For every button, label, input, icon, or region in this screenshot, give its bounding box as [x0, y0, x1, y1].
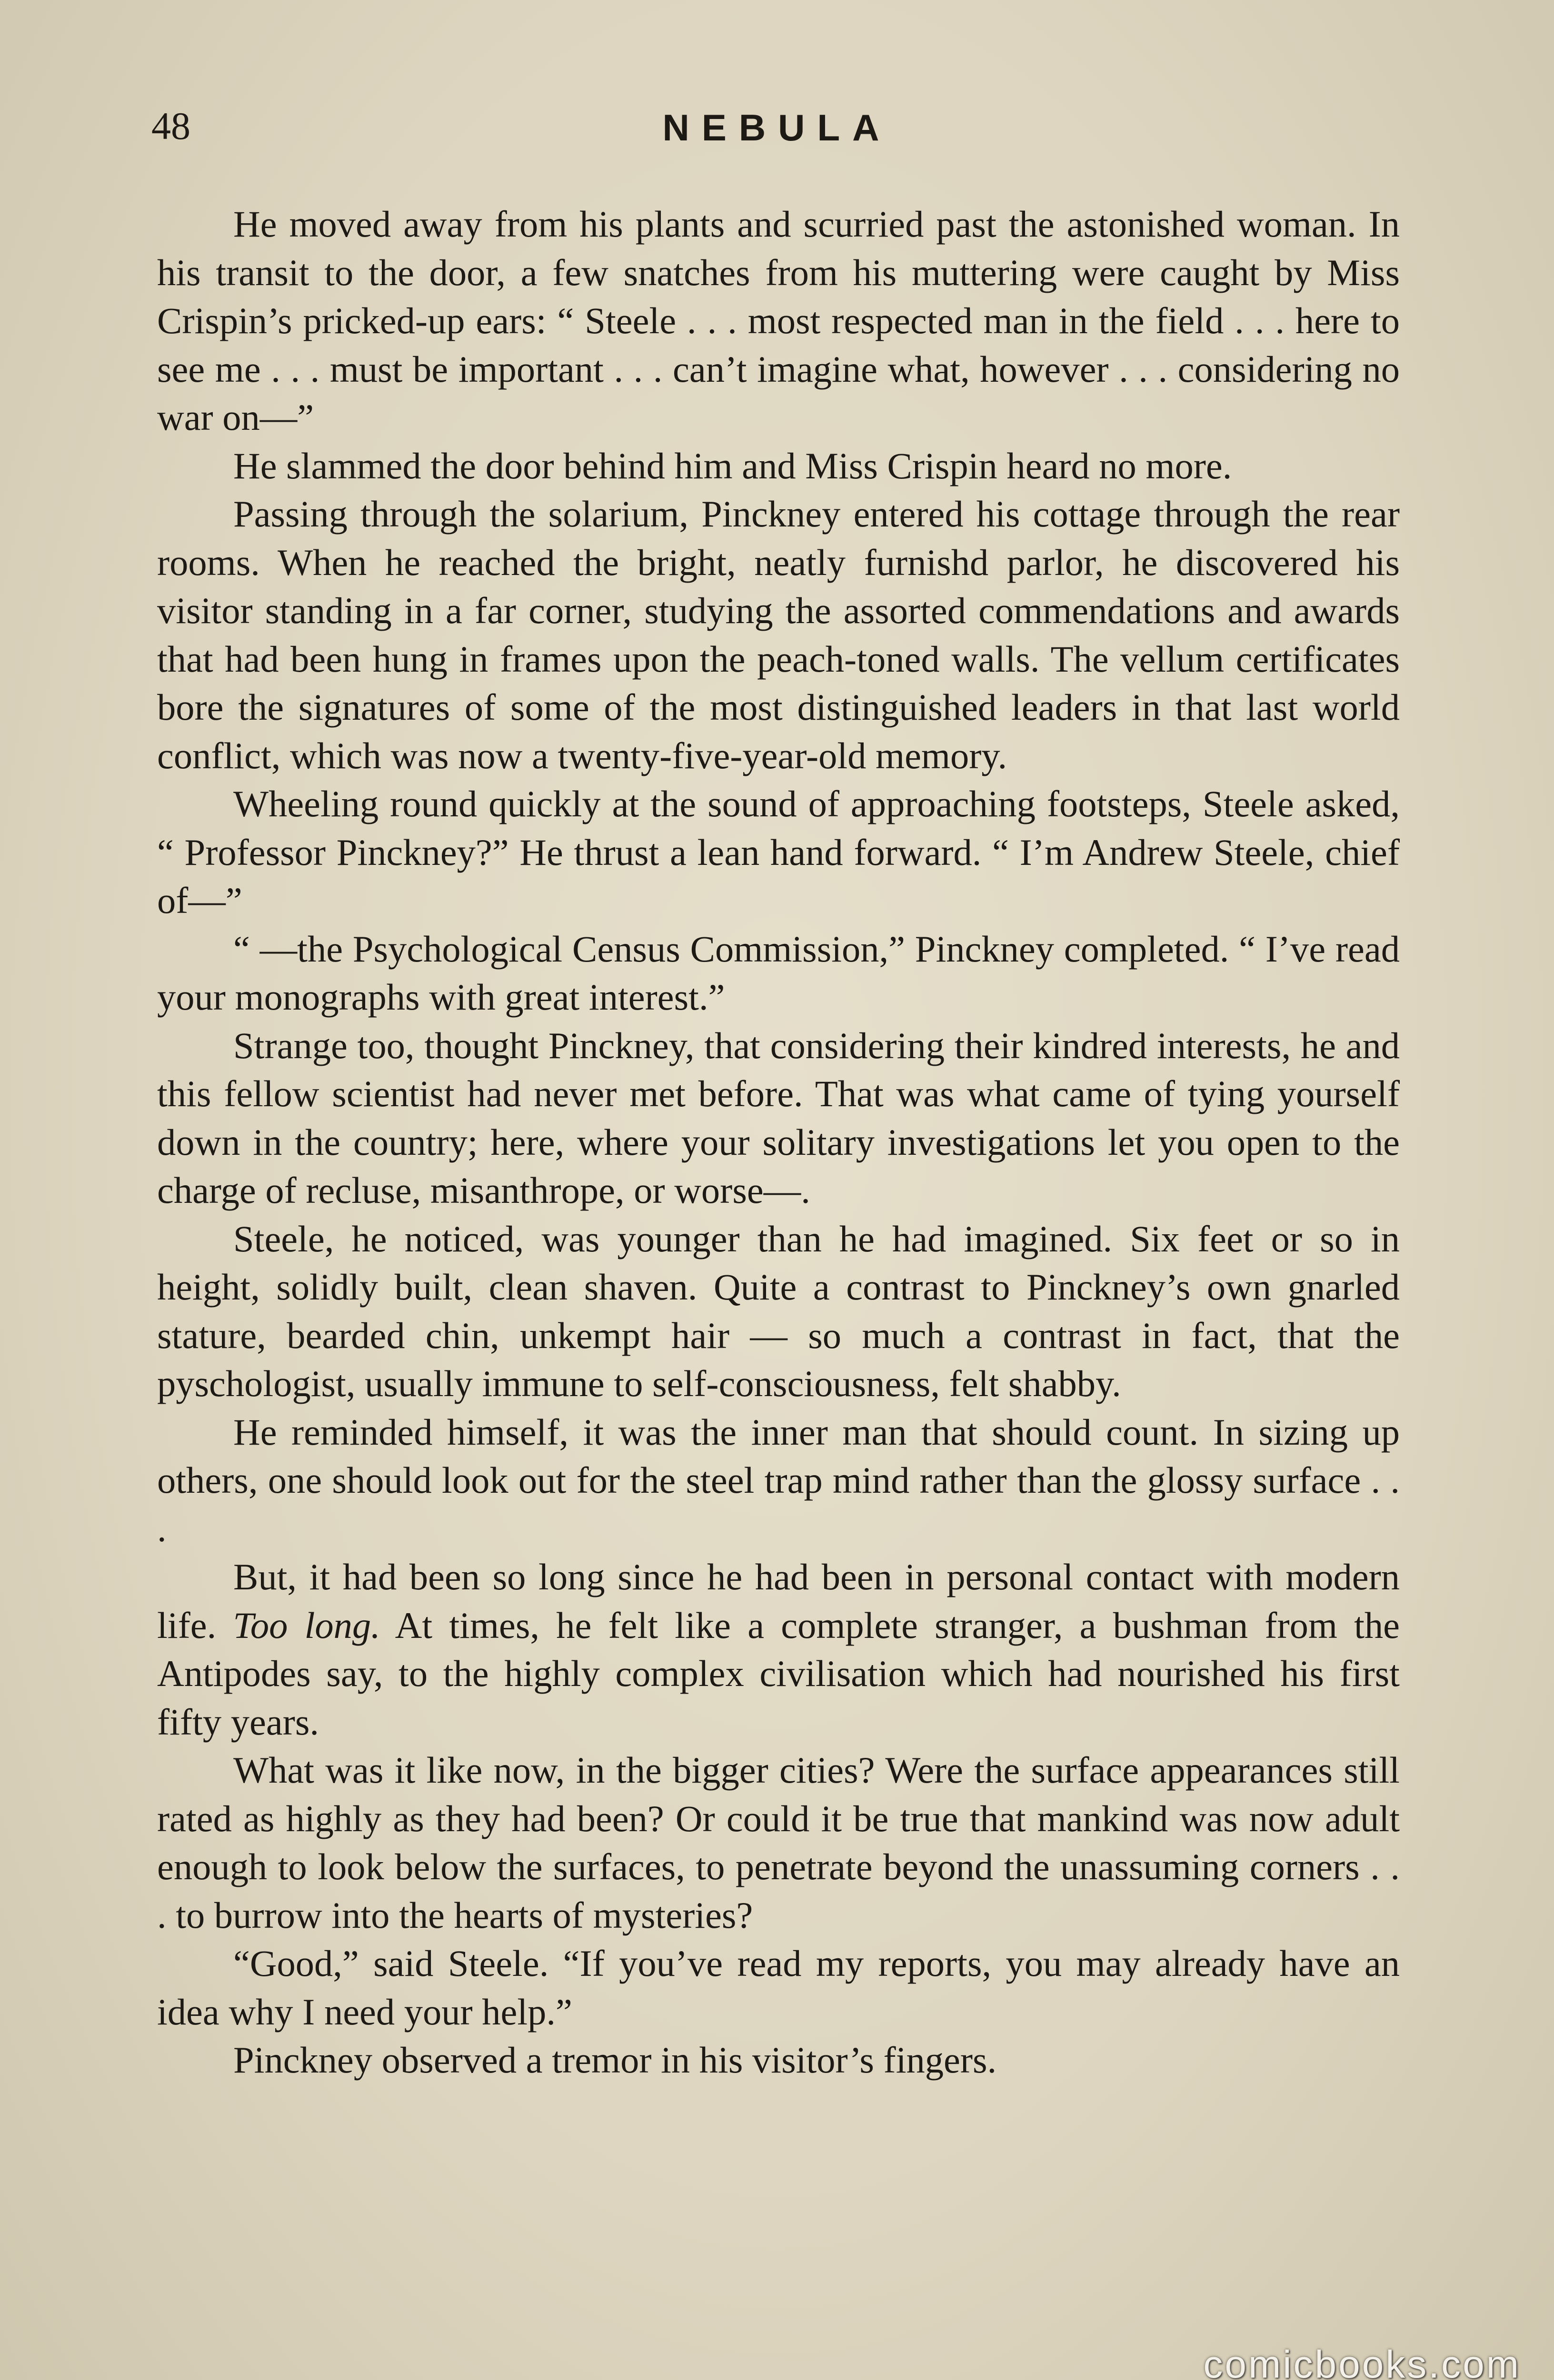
paragraph: He reminded himself, it was the inner man that should count. In sizing up others, one should look out for the steel trap mind rather than the glossy surface . . . [157, 1411, 1400, 1549]
watermark: comicbooks.com [1203, 2343, 1521, 2380]
paragraph [157, 1553, 1400, 1746]
paragraph-text: But, it had been so long since he had been in personal contact with modern life. [157, 1556, 1400, 1646]
paragraph: “ —the Psychological Census Commission,” Pinckney completed. “ I’ve read your monographs with great interest.” [157, 928, 1400, 1018]
page-number: 48 [151, 104, 190, 148]
paragraph: He moved away from his plants and scurried past the astonished woman. In his transit to the door, a few snatches from his muttering were caught by Miss Crispin’s pricked-up ears: “ Steele . . . most respected man in the field . . . here to see me . . . must be important . . . can’t imagine what, however . . . considering no war on—” [157, 203, 1400, 438]
paragraph: Passing through the solarium, Pinckney entered his cottage through the rear rooms. When he reached the bright, neatly furnishd parlor, he discovered his visitor standing in a far corner, studying the assorted commendations and awards that had been hung in frames upon the peach-toned walls. The vellum certificates bore the signatures of some of the most distinguished leaders in that last world conflict, which was now a twenty-five-year-old memory. [157, 493, 1400, 776]
paragraph: He slammed the door behind him and Miss Crispin heard no more. [233, 445, 1232, 486]
italic-phrase: Too long. [233, 1604, 380, 1646]
running-head-title: NEBULA [662, 107, 892, 149]
paragraph: Strange too, thought Pinckney, that considering their kindred interests, he and this fellow scientist had never met before. That was what came of tying yourself down in the country; here, where your solitary investigations let you open to the charge of recluse, misanthrope, or worse—. [157, 1024, 1400, 1211]
paragraph: Wheeling round quickly at the sound of approaching footsteps, Steele asked, “ Professor Pinckney?” He thrust a lean hand forward. “ I’m Andrew Steele, chief of—” [157, 783, 1400, 921]
paragraph-text: At times, he felt like a complete stranger, a bushman from the Antipodes say, to the highly complex civilisation which had nourished his first fifty years. [157, 1604, 1400, 1743]
paragraph: What was it like now, in the bigger cities? Were the surface appearances still rated as highly as they had been? Or could it be true that mankind was now adult enough to look below the surfaces, to penetrate beyond the unassuming corners . . . to burrow into the hearts of mysteries? [157, 1749, 1400, 1936]
paragraph: Steele, he noticed, was younger than he had imagined. Six feet or so in height, solidly built, clean shaven. Quite a contrast to Pinckney’s own gnarled stature, bearded chin, unkempt hair — so much a contrast in fact, that the pyschologist, usually immune to self-consciousness, felt shabby. [157, 1218, 1400, 1404]
paragraph: “Good,” said Steele. “If you’ve read my reports, you may already have an idea why I need your help.” [157, 1943, 1400, 2033]
paragraph: Pinckney observed a tremor in his visitor’s fingers. [233, 2039, 997, 2081]
body-text [157, 200, 1400, 2084]
